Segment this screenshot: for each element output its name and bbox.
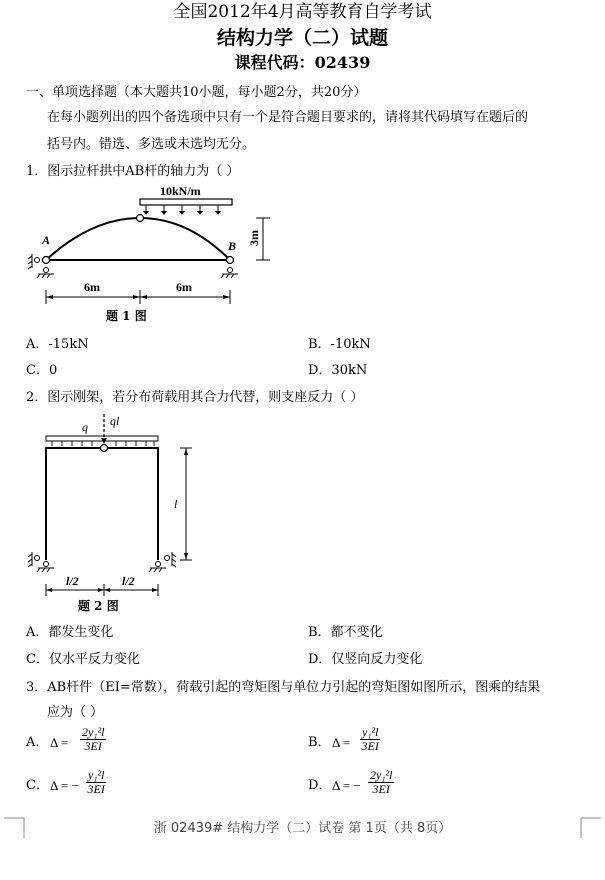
q1-figure: [20, 180, 280, 330]
q3-option-b-fraction: [360, 726, 380, 753]
q3-option-b-numerator: y₁²l: [362, 725, 379, 739]
q2-height-label: l: [174, 497, 178, 511]
q2-option-a: A．都发生变化: [26, 625, 114, 640]
q2-top-hinge: [101, 445, 108, 452]
q3-option-d-fraction: [368, 769, 394, 796]
q3-option-c-denominator: 3EI: [87, 782, 105, 796]
q2-option-d: D．仅竖向反力变化: [308, 652, 423, 667]
q3-option-b-label: B．: [308, 735, 331, 750]
q2-figure: [20, 410, 200, 613]
q2-q-label: q: [82, 420, 88, 434]
q3-option-c-label: C．: [26, 778, 49, 793]
q1-figure-caption: 题 1 图: [106, 309, 147, 323]
q1-stem: 1．图示拉杆拱中AB杆的轴力为（ ）: [26, 164, 240, 179]
q2-frame: [46, 448, 158, 560]
subject-title: 结构力学（二）试题: [216, 27, 388, 49]
q3-option-b-denominator: 3EI: [361, 739, 379, 753]
q2-support-right: [149, 552, 176, 572]
q3-option-c-fraction: [86, 769, 106, 796]
q2-figure-caption: 题 2 图: [78, 599, 119, 613]
q1-label-a: A: [42, 233, 51, 247]
q3-option-d-lhs: Δ = −: [332, 778, 361, 793]
q2-option-c: C．仅水平反力变化: [26, 652, 140, 667]
q2-stem: 2．图示刚架，若分布荷载用其合力代替，则支座反力（ ）: [26, 390, 364, 405]
section-instructions-line2: 括号内。错选、多选或未选均无分。: [47, 137, 256, 152]
q1-height-label: 3m: [247, 230, 261, 246]
q1-span-right-label: 6m: [176, 280, 192, 294]
q1-arch-left: [46, 218, 140, 260]
q1-option-c: C．0: [26, 363, 58, 378]
q3-option-b-lhs: Δ =: [332, 735, 351, 750]
exam-title: 全国2012年4月高等教育自学考试: [173, 2, 432, 22]
q1-load-label: 10kN/m: [160, 184, 201, 198]
q3-option-a-fraction: [80, 726, 106, 753]
q3-option-d-numerator: 2y₁²l: [370, 768, 393, 782]
q1-support-b: [221, 268, 238, 279]
q1-span-left-label: 6m: [84, 280, 100, 294]
q1-label-b: B: [228, 239, 237, 253]
q1-arch-right: [140, 218, 230, 260]
section-heading: 一、单项选择题（本大题共10小题，每小题2分，共20分）: [26, 85, 367, 100]
q3-option-d-label: D．: [308, 778, 332, 793]
q3-option-d-denominator: 3EI: [372, 782, 390, 796]
q2-height-dimension: [180, 448, 192, 560]
q3-option-a-lhs: Δ =: [50, 735, 69, 750]
q2-ql-label: ql: [110, 414, 120, 428]
q2-support-left: [28, 552, 54, 572]
course-code: 课程代码：02439: [234, 53, 371, 72]
q2-option-b: B．都不变化: [308, 625, 383, 640]
q3-option-a-label: A．: [26, 735, 49, 750]
q1-option-d: D．30kN: [308, 363, 368, 378]
q2-half-right-label: l/2: [122, 574, 135, 588]
q3-option-a-denominator: 3EI: [84, 739, 102, 753]
q1-option-b: B．-10kN: [308, 337, 371, 352]
q3-stem-line1: 3．AB杆件（EI=常数），荷载引起的弯矩图与单位力引起的弯矩图如图所示，图乘的结果: [26, 680, 541, 695]
q3-stem-line2: 应为（ ）: [47, 705, 104, 720]
q3-option-c-lhs: Δ = −: [50, 778, 79, 793]
q1-option-a: A．-15kN: [26, 337, 89, 352]
page-footer: 浙 02439# 结构力学（二）试卷 第 1页（共 8页）: [153, 821, 452, 836]
q1-crown-hinge: [137, 215, 144, 222]
q2-half-left-label: l/2: [66, 574, 79, 588]
q3-option-a-numerator: 2y₁²l: [82, 725, 105, 739]
q3-option-c-numerator: y₁²l: [88, 768, 105, 782]
section-instructions-line1: 在每小题列出的四个备选项中只有一个是符合题目要求的，请将其代码填写在题后的: [47, 110, 529, 125]
